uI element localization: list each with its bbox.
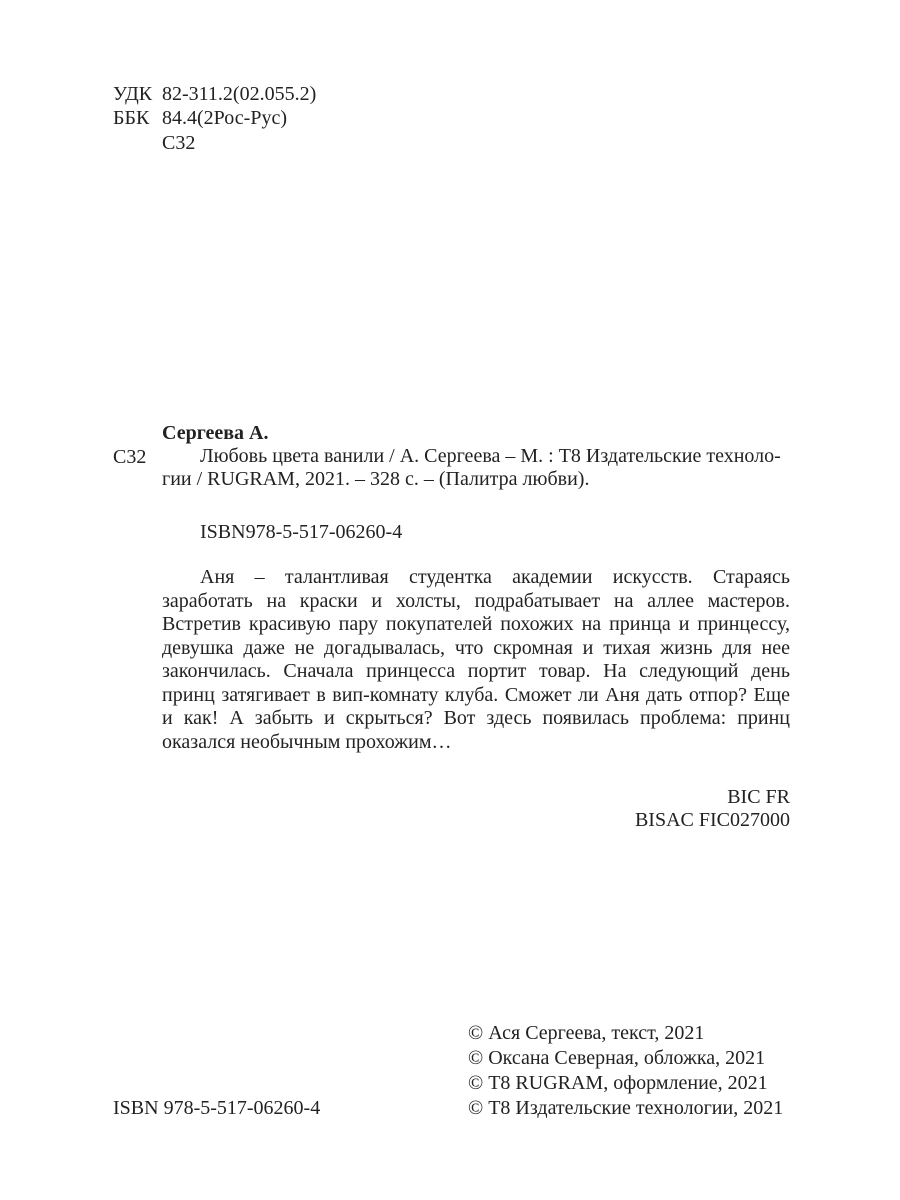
bic-code: BIC FR: [727, 786, 790, 808]
catalog-cutter-mark: С32: [113, 446, 147, 468]
bibliographic-line-1: Любовь цвета ванили / А. Сергеева – М. : Т8 Издательские техноло-: [200, 445, 781, 467]
udk-value: 82-311.2(02.055.2): [162, 83, 317, 105]
copyright-design: © Т8 RUGRAM, оформление, 2021: [468, 1072, 768, 1094]
copyright-publisher: © Т8 Издательские технологии, 2021: [468, 1097, 784, 1119]
udk-label: УДК: [113, 83, 153, 105]
copyright-text: © Ася Сергеева, текст, 2021: [468, 1022, 705, 1044]
copyright-block: [468, 1021, 783, 1121]
catalog-author: Сергеева А.: [162, 422, 269, 444]
annotation-paragraph: Аня – талантливая студентка академии искусств. Стараясь заработать на краски и холсты, подрабатывает на аллее мастеров. Встретив красивую пару покупателей похожих на принца и принцессу, девушка даже не догадывалась, что скромная и тихая жизнь для нее закончилась. Сначала принцесса портит товар. На следующий день принц затягивает в вип-комнату клуба. Сможет ли Аня дать отпор? Еще и как! А забыть и скрыться? Вот здесь появилась проблема: принц оказался необычным прохожим…: [162, 566, 790, 753]
bibliographic-description: [162, 445, 790, 491]
catalog-isbn: ISBN978-5-517-06260-4: [200, 521, 403, 543]
bisac-code: BISAC FIC027000: [634, 809, 790, 831]
copyright-cover: © Оксана Северная, обложка, 2021: [468, 1047, 766, 1069]
author-mark: С32: [162, 132, 196, 154]
bbk-label: ББК: [113, 107, 150, 129]
bottom-isbn: ISBN 978-5-517-06260-4: [113, 1097, 321, 1119]
bbk-value: 84.4(2Рос-Рус): [162, 107, 287, 129]
bibliographic-line-2: гии / RUGRAM, 2021. – 328 с. – (Палитра любви).: [162, 468, 590, 490]
